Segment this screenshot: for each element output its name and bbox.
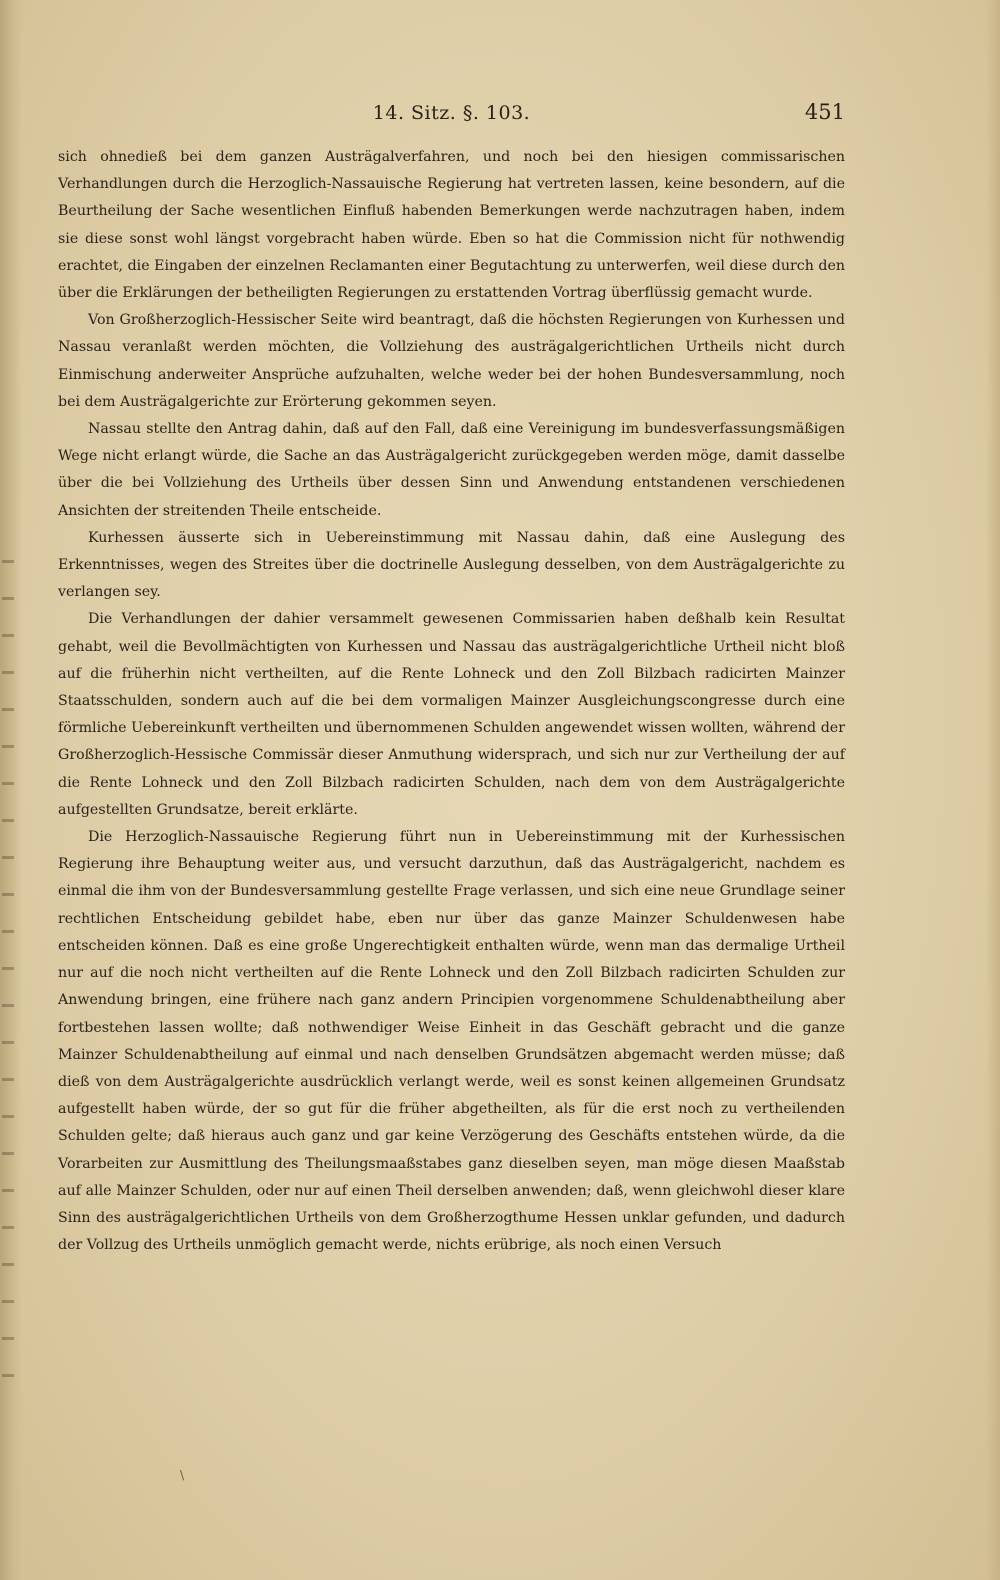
stray-mark: \ (180, 1468, 185, 1482)
body-text (58, 144, 845, 1259)
adjacent-page-bleed (2, 560, 14, 1380)
page-number: 451 (804, 100, 845, 124)
running-head: 14. Sitz. §. 103. (372, 102, 531, 124)
paragraph: Die Verhandlungen der dahier versammelt gewesenen Commissarien haben deßhalb kein Resultat gehabt, weil die Bevollmächtigten von Kurhessen und Nassau das austrägalgerichtliche Urtheil nicht bloß auf die früherhin nicht vertheilten, auf die Rente Lohneck und den Zoll Bilzbach radicirten Mainzer Staatsschulden, sondern auch auf die bei dem vormaligen Mainzer Ausgleichungscongresse durch eine förmliche Uebereinkunft vertheilten und übernommenen Schulden angewendet wissen wollten, während der Großherzoglich-Hessische Commissär dieser Anmuthung widersprach, und sich nur zur Vertheilung der auf die Rente Lohneck und den Zoll Bilzbach radicirten Schulden, nach dem von dem Austrägalgerichte aufgestellten Grundsatze, bereit erklärte. (58, 611, 845, 818)
paragraph-continuation: sich ohnedieß bei dem ganzen Austrägalverfahren, und noch bei den hiesigen commissarischen Verhandlungen durch die Herzoglich-Nassauische Regierung hat vertreten lassen, keine besondern, auf die Beurtheilung der Sache wesentlichen Einfluß habenden Bemerkungen werde nachzutragen haben, indem sie diese sonst wohl längst vorgebracht haben würde. Eben so hat die Commission nicht für nothwendig erachtet, die Eingaben der einzelnen Reclamanten einer Begutachtung zu unterwerfen, weil diese durch den über die Erklärungen der betheiligten Regierungen zu erstattenden Vortrag überflüssig gemacht wurde. (58, 149, 845, 302)
paragraph: Die Herzoglich-Nassauische Regierung führt nun in Uebereinstimmung mit der Kurhessischen Regierung ihre Behauptung weiter aus, und versucht darzuthun, daß das Austrägalgericht, nachdem es einmal die ihm von der Bundesversammlung gestellte Frage verlassen, und sich eine neue Grundlage seiner rechtlichen Entscheidung gebildet habe, eben nur über das ganze Mainzer Schuldenwesen habe entscheiden können. Daß es eine große Ungerechtigkeit enthalten würde, wenn man das dermalige Urtheil nur auf die noch nicht vertheilten auf die Rente Lohneck und den Zoll Bilzbach radicirten Schulden zur Anwendung bringen, eine frühere nach ganz andern Principien vorgenommene Schuldenabtheilung aber fortbestehen lassen wollte; daß nothwendiger Weise Einheit in das Geschäft gebracht und die ganze Mainzer Schuldenabtheilung auf einmal und nach denselben Grundsätzen abgemacht werden müsse; daß dieß von dem Austrägalgerichte ausdrücklich verlangt werde, weil es sonst keinen allgemeinen Grundsatz aufgestellt haben würde, der so gut für die früher abgetheilten, als für die erst noch zu vertheilenden Schulden gelte; daß hieraus auch ganz und gar keine Verzögerung des Geschäfts entstehen würde, da die Vorarbeiten zur Ausmittlung des Theilungsmaaßstabes ganz dieselben seyen, man möge diesen Maaßstab auf alle Mainzer Schulden, oder nur auf einen Theil derselben anwenden; daß, wenn gleichwohl dieser klare Sinn des austrägalgerichtlichen Urtheils von dem Großherzogthume Hessen unklar gefunden, und dadurch der Vollzug des Urtheils unmöglich gemacht werde, nichts erübrige, als noch einen Versuch (58, 829, 845, 1254)
page-edge-shadow (986, 0, 1000, 1580)
paragraph: Von Großherzoglich-Hessischer Seite wird beantragt, daß die höchsten Regierungen von Kurhessen und Nassau veranlaßt werden möchten, die Vollziehung des austrägalgerichtlichen Urtheils nicht durch Einmischung anderweiter Ansprüche aufzuhalten, welche weder bei der hohen Bundesversammlung, noch bei dem Austrägalgerichte zur Erörterung gekommen seyen. (58, 312, 845, 410)
paragraph: Nassau stellte den Antrag dahin, daß auf den Fall, daß eine Vereinigung im bundesverfassungsmäßigen Wege nicht erlangt würde, die Sache an das Austrägalgericht zurückgegeben werden möge, damit dasselbe über die bei Vollziehung des Urtheils über dessen Sinn und Anwendung entstandenen verschiedenen Ansichten der streitenden Theile entscheide. (58, 421, 845, 519)
page-header (58, 98, 845, 132)
paragraph: Kurhessen äusserte sich in Uebereinstimmung mit Nassau dahin, daß eine Auslegung des Erkenntnisses, wegen des Streites über die doctrinelle Auslegung desselben, von dem Austrägalgerichte zu verlangen sey. (58, 529, 845, 601)
